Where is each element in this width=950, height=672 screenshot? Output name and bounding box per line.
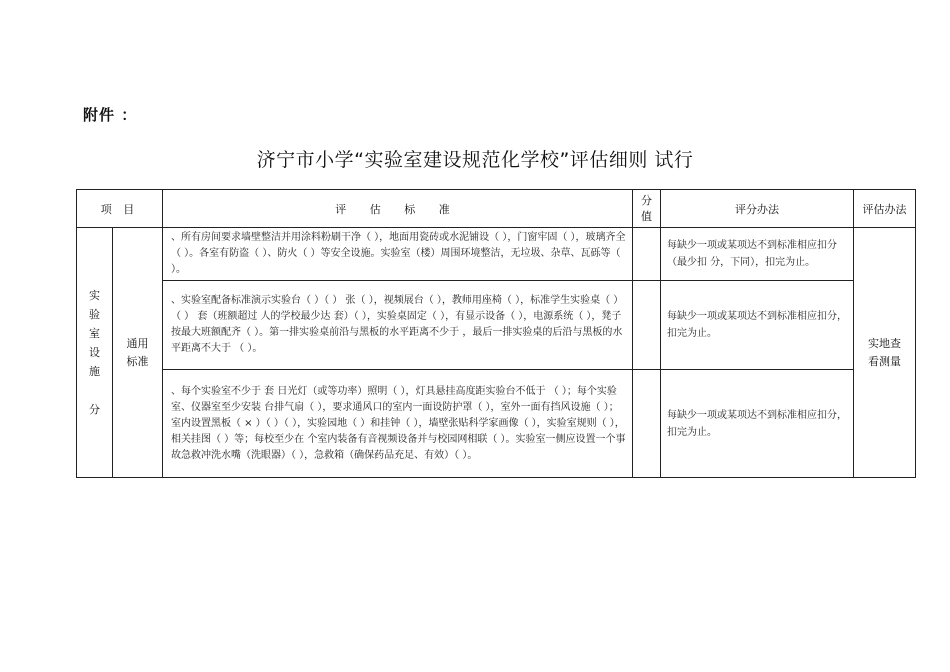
document-title: 济宁市小学“实验室建设规范化学校”评估细则 试行 bbox=[256, 149, 694, 171]
category-char: 设 bbox=[89, 346, 100, 359]
header-criteria: 评 估 标 准 bbox=[163, 190, 633, 228]
category-char: 验 bbox=[89, 308, 100, 321]
table-row bbox=[77, 228, 916, 281]
criteria-cell: 、所有房间要求墙壁整洁并用涂料粉刷干净（ ），地面用瓷砖或水泥铺设（ ），门窗牢固（ ），玻璃齐全（ ）。各室有防盗（ ）、防火（ ）等安全设施。实验室（楼）周围环境整洁，无垃圾、杂草、瓦砾等（ ）。 bbox=[163, 228, 633, 281]
method-cell: 每缺少一项或某项达不到标准相应扣分（最少扣 分，下同），扣完为止。 bbox=[661, 228, 854, 281]
header-assessment-method: 评估办法 bbox=[854, 190, 916, 228]
header-score: 分 值 bbox=[633, 190, 661, 228]
method-cell: 每缺少一项或某项达不到标准相应扣分，扣完为止。 bbox=[661, 281, 854, 370]
table-row bbox=[77, 370, 916, 478]
category-char: 室 bbox=[89, 327, 100, 340]
score-cell bbox=[633, 228, 661, 281]
category-char: 施 bbox=[89, 365, 100, 378]
table-row bbox=[77, 281, 916, 370]
category-char: 实 bbox=[89, 289, 100, 302]
method-cell: 每缺少一项或某项达不到标准相应扣分，扣完为止。 bbox=[661, 370, 854, 478]
score-cell bbox=[633, 281, 661, 370]
assessment-table bbox=[76, 189, 916, 478]
criteria-cell: 、实验室配备标准演示实验台（ ）（ ） 张（ ），视频展台（ ），教师用座椅（ ），标准学生实验桌（ ）（ ） 套（班额超过 人的学校最少达 套）（ ），实验桌固定（ ），有显示设备（ ），电源系统（ ），凳子按最大班额配齐（ ）。第一排实验桌前沿与黑板的水平距离不少于 ，最后一排实验桌的后沿与黑板的水平距离不大于 （ ）。 bbox=[163, 281, 633, 370]
table-header-row bbox=[77, 190, 916, 228]
category-cell bbox=[77, 228, 113, 478]
category-char: 分 bbox=[89, 403, 100, 416]
criteria-cell: 、每个实验室不少于 套 日光灯（或等功率）照明（ ），灯具悬挂高度距实验台不低于 （ ）；每个实验室、仪器室至少安装 台排气扇（ ），要求通风口的室内一面设防护罩（ ），室外一面有挡风设施（ ）；室内设置黑板（ × ）（ ）（ ），实验园地（ ）和挂钟（ ），墙壁张贴科学家画像（ ），实验室规则（ ），相关挂图（ ）等；每校至少在 个室内装备有音视频设备并与校园网相联（ ）。实验室一侧应设置一个事故急救冲洗水嘴（洗眼器）（ ），急救箱（确保药品充足、有效）（ ）。 bbox=[163, 370, 633, 478]
score-cell bbox=[633, 370, 661, 478]
assessment-cell: 实地查 看测量 bbox=[854, 228, 916, 478]
category-char bbox=[77, 381, 112, 400]
subcategory-cell: 通用 标准 bbox=[113, 228, 163, 478]
header-item: 项 目 bbox=[77, 190, 163, 228]
header-scoring-method: 评分办法 bbox=[661, 190, 854, 228]
attachment-label: 附件 ： bbox=[83, 106, 138, 124]
